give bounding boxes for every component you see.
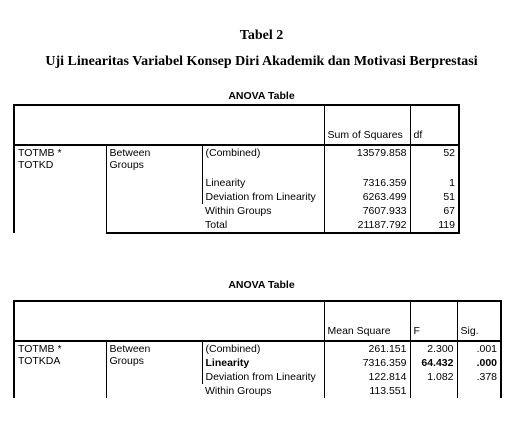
sig-value: .001 bbox=[457, 341, 501, 356]
row-label: Total bbox=[202, 218, 324, 233]
anova-table-1 bbox=[13, 104, 460, 234]
df-value: 51 bbox=[410, 190, 459, 204]
df-value: 1 bbox=[410, 176, 459, 190]
sig-value bbox=[457, 384, 501, 398]
header-sig: Sig. bbox=[457, 301, 501, 341]
row-label: Linearity bbox=[202, 356, 324, 370]
ms-value: 7316.359 bbox=[324, 356, 410, 370]
sig-value: .000 bbox=[457, 356, 501, 370]
row-label: Within Groups bbox=[202, 204, 324, 218]
document-subtitle: Uji Linearitas Variabel Konsep Diri Akademik dan Motivasi Berprestasi bbox=[45, 54, 478, 69]
table1-caption: ANOVA Table bbox=[228, 90, 295, 102]
ms-value: 261.151 bbox=[324, 341, 410, 356]
row-label: Linearity bbox=[202, 176, 324, 190]
row-label: (Combined) bbox=[202, 341, 324, 356]
ms-value: 122.814 bbox=[324, 370, 410, 384]
row-label: (Combined) bbox=[202, 145, 324, 160]
df-value: 52 bbox=[410, 145, 459, 160]
ss-value: 21187.792 bbox=[324, 218, 410, 233]
f-value bbox=[410, 384, 457, 398]
sig-value: .378 bbox=[457, 370, 501, 384]
table-row bbox=[14, 341, 501, 356]
df-value: 119 bbox=[410, 218, 459, 233]
f-value: 64.432 bbox=[410, 356, 457, 370]
variable-label: TOTMB * TOTKD bbox=[14, 145, 106, 233]
row-label: Deviation from Linearity bbox=[202, 190, 324, 204]
document-title: Tabel 2 bbox=[239, 28, 284, 43]
header-f: F bbox=[410, 301, 457, 341]
table2-caption: ANOVA Table bbox=[228, 279, 295, 291]
header-mean-square: Mean Square bbox=[324, 301, 410, 341]
ss-value: 7316.359 bbox=[324, 176, 410, 190]
row-label: Within Groups bbox=[202, 384, 324, 398]
ss-value: 6263.499 bbox=[324, 190, 410, 204]
df-value: 67 bbox=[410, 204, 459, 218]
group-label: Between Groups bbox=[106, 145, 202, 204]
ms-value: 113.551 bbox=[324, 384, 410, 398]
row-label: Deviation from Linearity bbox=[202, 370, 324, 384]
group-label: Between Groups bbox=[106, 341, 202, 384]
ss-value: 7607.933 bbox=[324, 204, 410, 218]
header-df: df bbox=[410, 105, 459, 145]
header-sum-of-squares: Sum of Squares bbox=[324, 105, 410, 145]
ss-value: 13579.858 bbox=[324, 145, 410, 160]
table-row bbox=[14, 145, 459, 160]
variable-label: TOTMB * TOTKDA bbox=[14, 341, 106, 398]
f-value: 1.082 bbox=[410, 370, 457, 384]
f-value: 2.300 bbox=[410, 341, 457, 356]
anova-table-2 bbox=[13, 300, 502, 398]
